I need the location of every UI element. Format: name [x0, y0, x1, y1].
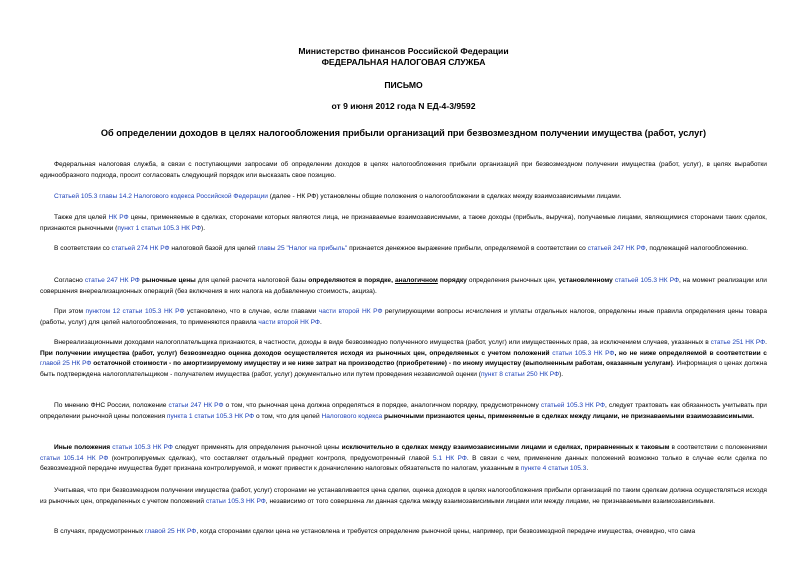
link-art-274[interactable]: статьей 274 НК РФ	[111, 245, 170, 252]
link-art-105-3[interactable]: статьей 105.3 НК РФ	[614, 277, 680, 284]
link-p1-art-105-3[interactable]: пункта 1 статьи 105.3 НК РФ	[166, 412, 255, 420]
link-chapter-25[interactable]: главой 25 НК РФ	[145, 528, 197, 535]
ministry-name: Министерство финансов Российской Федерации	[298, 46, 509, 56]
link-p1-art-105-3[interactable]: пункт 1 статьи 105.3 НК РФ	[117, 224, 201, 232]
paragraph-11: В случаях, предусмотренных главой 25 НК РФ, когда сторонами сделки цена не установлена и требуется определение рыночной цены, например, при безвозмездной передаче имущества, очевидно, что сама	[54, 528, 696, 535]
link-art-247[interactable]: статье 247 НК РФ	[84, 277, 140, 284]
link-art-247[interactable]: статьи 247 НК РФ	[168, 402, 224, 409]
link-tax-code[interactable]: Налогового кодекса	[321, 412, 383, 420]
link-art-105-3[interactable]: статьей 105.3 НК РФ	[540, 402, 606, 409]
link-p8-art-250[interactable]: пункт 8 статьи 250 НК РФ	[480, 370, 560, 378]
link-nk-rf[interactable]: НК РФ	[108, 214, 129, 221]
paragraph-2: Статьей 105.3 главы 14.2 Налогового кодекса Российской Федерации (далее - НК РФ) установлены общие положения о налогообложении в сделках между взаимозависимыми лицами.	[54, 193, 622, 200]
paragraph-7: Внереализационными доходами налогоплательщика признаются, в частности, доходы в виде безвозмездно полученного имущества (работ, услуг) или имущественных прав, за исключением случаев, указанных в статье 251 НК РФ. При получении имущества (работ, услуг) безвозмездно оценка доходов осуществляется исходя из рыночных цен, определяемых с учетом положений статьи 105.3 НК РФ, но не ниже определяемой в соответствии с главой 25 НК РФ остаточной стоимости - по амортизируемому имуществу и не ниже затрат на производство (приобретение) - по иному имуществу (выполненным работам, оказанным услугам). Информация о ценах должна быть подтверждена налогоплательщиком - получателем имущества (работ, услуг) документально или путем проведения независимой оценки (пункт 8 статьи 250 НК РФ).	[40, 339, 768, 378]
paragraph-3: Также для целей НК РФ цены, применяемые в сделках, сторонами которых являются лица, не признаваемые взаимозависимыми, а также доходы (прибыль, выручка), получаемые лицами, являющимися сторонами таких сделок, признаются рыночными (пункт 1 статьи 105.3 НК РФ).	[40, 214, 768, 232]
paragraph-10: Учитывая, что при безвозмездном получении имущества (работ, услуг) сторонами не устанавливается цена сделки, оценка доходов в целях налогообложения прибыли организаций по таким сделкам должна осуществляться исходя из рыночных цен, определенных с учетом положений статьи 105.3 НК РФ, независимо от того совершена ли данная сделка между взаимозависимыми лицами или между лицами, не признаваемыми взаимозависимыми.	[40, 487, 767, 505]
link-chapter-25[interactable]: главой 25 НК РФ	[40, 360, 92, 368]
paragraph-9: Иные положения статьи 105.3 НК РФ следует применять для определения рыночной цены исключительно в сделках между взаимозависимыми лицами и сделках, приравненных к таковым в соответствии с положениями статьи 105.14 НК РФ (контролируемых сделках), что составляет отдельный предмет контроля, предусмотренный главой 5.1 НК РФ. В связи с чем, применение данных положений возможно только в случае если сделка по безвозмездной передаче имущества будет признана контролируемой, и может привести к доначислению налоговых обязательств по налогам, указанным в пункте 4 статьи 105.3.	[40, 444, 767, 473]
link-art-247[interactable]: статьей 247 НК РФ	[587, 245, 646, 252]
link-art-251[interactable]: статье 251 НК РФ	[710, 339, 766, 346]
link-chapter-25[interactable]: главы 25 "Налог на прибыль"	[257, 245, 348, 252]
paragraph-1: Федеральная налоговая служба, в связи с поступающими запросами об определении доходов в целях налогообложения прибыли организаций при безвозмездном получении имущества (работ, услуг), в целях выработки единообразного подхода, просит согласовать следующий порядок или высказать свое позицию.	[40, 161, 767, 179]
paragraph-8: По мнению ФНС России, положение статьи 247 НК РФ о том, что рыночная цена должна определяться в порядке, аналогичном порядку, предусмотренному статьей 105.3 НК РФ, следует трактовать как обязанность учитывать при определении рыночной цены положения пункта 1 статьи 105.3 НК РФ о том, что для целей Налогового кодекса рыночными признаются цены, применяемые в сделках между лицами, не признаваемыми взаимозависимыми.	[40, 402, 767, 420]
document-title: Об определении доходов в целях налогообложения прибыли организаций при безвозмездном получении имущества (работ, услуг)	[100, 128, 707, 138]
link-part-two[interactable]: части второй НК РФ	[258, 318, 320, 326]
service-name: ФЕДЕРАЛЬНАЯ НАЛОГОВАЯ СЛУЖБА	[321, 57, 486, 67]
link-art-105-3[interactable]: статьи 105.3 НК РФ	[112, 444, 173, 451]
link-p12-art-105-3[interactable]: пунктом 12 статьи 105.3 НК РФ	[85, 308, 185, 315]
link-art-105-3[interactable]: статьи 105.3 НК РФ	[552, 349, 615, 357]
link-art-105-14[interactable]: статьи 105.14 НК РФ	[40, 454, 109, 462]
link-article-105-3[interactable]: Статьей 105.3 главы 14.2 Налогового кодекса Российской Федерации	[54, 193, 268, 200]
link-chapter-5-1[interactable]: 5.1 НК РФ	[432, 454, 467, 462]
document-date-number: от 9 июня 2012 года N ЕД-4-3/9592	[331, 101, 476, 111]
link-p4-art-105-3[interactable]: пункте 4 статьи 105.3	[520, 465, 587, 473]
paragraph-5: Согласно статье 247 НК РФ рыночные цены для целей расчета налоговой базы определяются в порядке, аналогичном порядку определения рыночных цен, установленному статьей 105.3 НК РФ, на момент реализации или совершения внереализационных операций (без включения в них налога на добавленную стоимость, акциза).	[40, 277, 767, 295]
document-type: ПИСЬМО	[384, 80, 423, 90]
paragraph-6: При этом пунктом 12 статьи 105.3 НК РФ установлено, что в случае, если главами части второй НК РФ регулирующими вопросы исчисления и уплаты отдельных налогов, определены иные правила определения цены товара (работы, услуг) для целей налогообложения, то применяются правила части второй НК РФ.	[40, 308, 768, 326]
link-art-105-3[interactable]: статьи 105.3 НК РФ	[205, 497, 266, 505]
link-part-two[interactable]: части второй НК РФ	[318, 308, 383, 315]
paragraph-4: В соответствии со статьей 274 НК РФ налоговой базой для целей главы 25 "Налог на прибыль" признается денежное выражение прибыли, определяемой в соответствии со статьей 247 НК РФ, подлежащей налогообложению.	[54, 245, 749, 252]
